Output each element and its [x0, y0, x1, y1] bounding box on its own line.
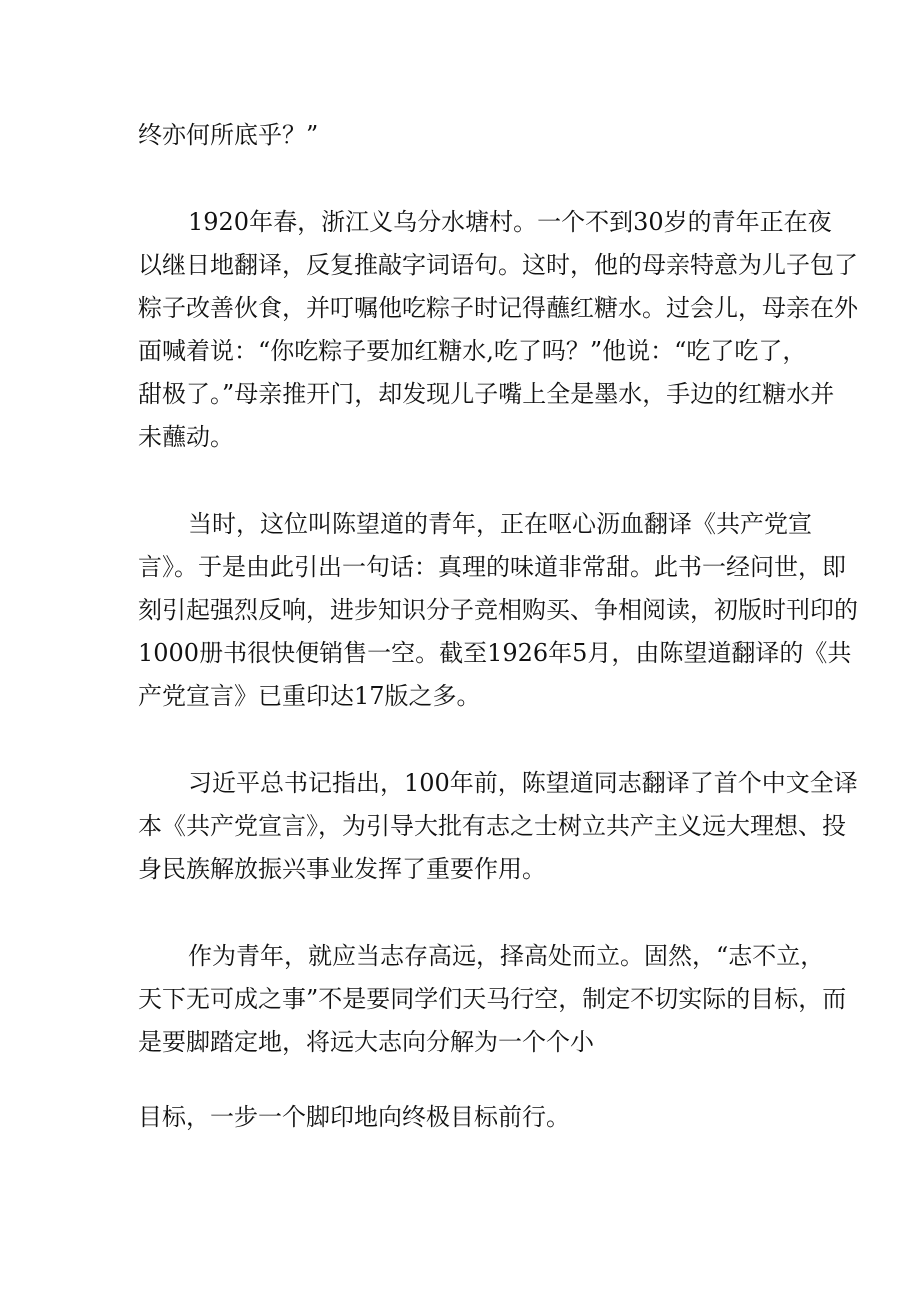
paragraph-1-line-4: 面喊着说：“你吃粽子要加红糖水,吃了吗？”他说：“吃了吃了，: [138, 337, 807, 365]
paragraph-1-line-3: 粽子改善伙食，并叮嘱他吃粽子时记得蘸红糖水。过会儿，母亲在外: [138, 294, 858, 322]
text-line-fragment: 终亦何所底乎？”: [138, 121, 319, 149]
paragraph-3-line-1: 习近平总书记指出，100年前，陈望道同志翻译了首个中文全译: [188, 769, 858, 797]
paragraph-4-line-4: 目标，一步一个脚印地向终极目标前行。: [138, 1103, 570, 1131]
paragraph-2-line-3: 刻引起强烈反响，进步知识分子竞相购买、争相阅读，初版时刊印的: [138, 596, 858, 624]
paragraph-2-line-2: 言》。于是由此引出一句话：真理的味道非常甜。此书一经问世，即: [138, 553, 846, 581]
paragraph-1-line-1: 1920年春，浙江义乌分水塘村。一个不到30岁的青年正在夜: [188, 208, 832, 236]
paragraph-1-line-2: 以继日地翻译，反复推敲字词语句。这时，他的母亲特意为儿子包了: [138, 251, 858, 279]
paragraph-1-line-5: 甜极了。”母亲推开门，却发现儿子嘴上全是墨水，手边的红糖水并: [138, 380, 835, 408]
paragraph-4-line-3: 是要脚踏定地，将远大志向分解为一个个小: [138, 1028, 594, 1056]
paragraph-2-line-1: 当时，这位叫陈望道的青年，正在呕心沥血翻译《共产党宣: [188, 510, 812, 538]
paragraph-1-line-6: 未蘸动。: [138, 423, 234, 451]
paragraph-2-line-4: 1000册书很快便销售一空。截至1926年5月，由陈望道翻译的《共: [138, 639, 852, 667]
paragraph-3-line-3: 身民族解放振兴事业发挥了重要作用。: [138, 855, 546, 883]
paragraph-2-line-5: 产党宣言》已重印达17版之多。: [138, 682, 481, 710]
paragraph-4-line-2: 天下无可成之事”不是要同学们天马行空，制定不切实际的目标，而: [138, 985, 847, 1013]
paragraph-3-line-2: 本《共产党宣言》，为引导大批有志之士树立共产主义远大理想、投: [138, 812, 846, 840]
paragraph-4-line-1: 作为青年，就应当志存高远，择高处而立。固然，“志不立，: [188, 942, 825, 970]
